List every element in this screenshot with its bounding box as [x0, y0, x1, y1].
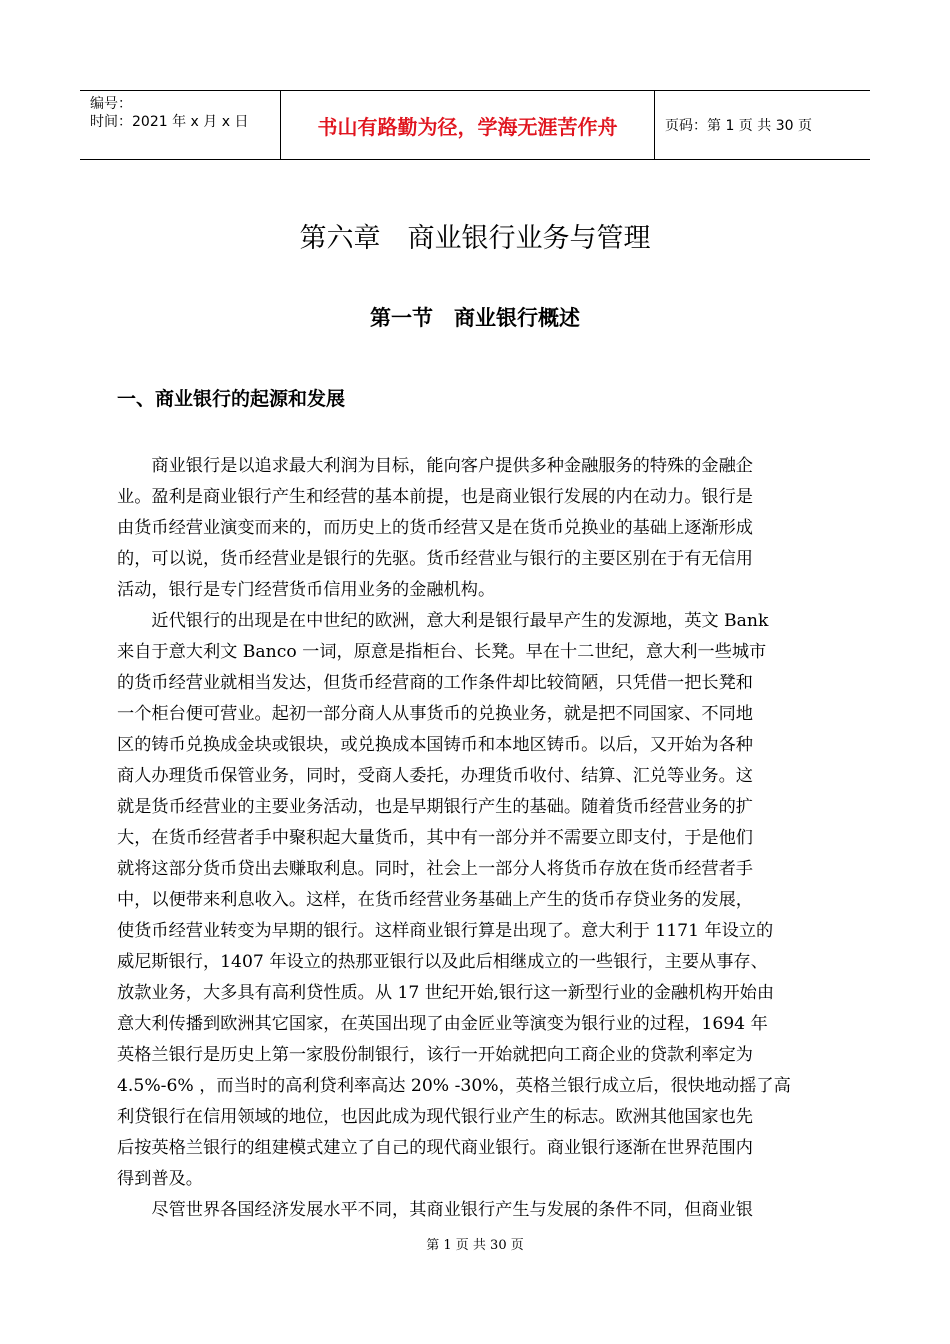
- page-footer: 第 1 页 共 30 页: [426, 1238, 524, 1253]
- document-time-label: 时间：2021 年 x 月 x 日: [90, 114, 249, 130]
- body-line: 商业银行是以追求最大利润为目标，能向客户提供多种金融服务的特殊的金融企: [117, 456, 753, 476]
- body-line: 业。盈利是商业银行产生和经营的基本前提，也是商业银行发展的内在动力。银行是: [117, 487, 753, 507]
- header-meta-cell: [80, 91, 281, 159]
- document-number-label: 编号：: [90, 96, 132, 112]
- body-line: 的，可以说，货币经营业是银行的先驱。货币经营业与银行的主要区别在于有无信用: [117, 549, 753, 569]
- header-motto: 书山有路勤为径，学海无涯苦作舟: [281, 91, 655, 159]
- section-title: 第一节 商业银行概述: [370, 306, 580, 330]
- body-line: 就是货币经营业的主要业务活动，也是早期银行产生的基础。随着货币经营业务的扩: [117, 797, 753, 817]
- body-line: 使货币经营业转变为早期的银行。这样商业银行算是出现了。意大利于 1171 年设立的: [117, 921, 774, 941]
- body-line: 英格兰银行是历史上第一家股份制银行，该行一开始就把向工商企业的贷款利率定为: [117, 1045, 753, 1065]
- chapter-title: 第六章 商业银行业务与管理: [299, 223, 651, 254]
- body-line: 区的铸币兑换成金块或银块，或兑换成本国铸币和本地区铸币。以后，又开始为各种: [117, 735, 753, 755]
- body-line: 就将这部分货币贷出去赚取利息。同时，社会上一部分人将货币存放在货币经营者手: [117, 859, 753, 879]
- body-line: 的货币经营业就相当发达，但货币经营商的工作条件却比较简陋，只凭借一把长凳和: [117, 673, 753, 693]
- body-line: 利贷银行在信用领域的地位，也因此成为现代银行业产生的标志。欧洲其他国家也先: [117, 1107, 753, 1127]
- body-line: 活动，银行是专门经营货币信用业务的金融机构。: [117, 580, 496, 600]
- body-line: 4.5%-6% ，而当时的高利贷利率高达 20% -30%，英格兰银行成立后，很快地动摇了高: [117, 1076, 791, 1096]
- header-page-info: 页码：第 1 页 共 30 页: [665, 118, 812, 134]
- body-line: 商人办理货币保管业务，同时，受商人委托，办理货币收付、结算、汇兑等业务。这: [117, 766, 753, 786]
- body-line: 得到普及。: [117, 1169, 203, 1189]
- body-line: 中，以便带来利息收入。这样，在货币经营业务基础上产生的货币存贷业务的发展，: [117, 890, 753, 910]
- body-line: 来自于意大利文 Banco 一词，原意是指柜台、长凳。早在十二世纪，意大利一些城市: [117, 642, 767, 662]
- header-table: [80, 90, 870, 160]
- body-line: 一个柜台便可营业。起初一部分商人从事货币的兑换业务，就是把不同国家、不同地: [117, 704, 753, 724]
- body-line: 由货币经营业演变而来的，而历史上的货币经营又是在货币兑换业的基础上逐渐形成: [117, 518, 753, 538]
- body-line: 大，在货币经营者手中聚积起大量货币，其中有一部分并不需要立即支付，于是他们: [117, 828, 753, 848]
- body-line: 后按英格兰银行的组建模式建立了自己的现代商业银行。商业银行逐渐在世界范围内: [117, 1138, 753, 1158]
- body-line: 放款业务，大多具有高利贷性质。从 17 世纪开始,银行这一新型行业的金融机构开始由: [117, 983, 775, 1003]
- body-line: 近代银行的出现是在中世纪的欧洲，意大利是银行最早产生的发源地，英文 Bank: [117, 611, 769, 631]
- body-line: 意大利传播到欧洲其它国家，在英国出现了由金匠业等演变为银行业的过程，1694 年: [117, 1014, 768, 1034]
- body-line: 威尼斯银行，1407 年设立的热那亚银行以及此后相继成立的一些银行，主要从事存、: [117, 952, 768, 972]
- body-text: [117, 451, 839, 1226]
- body-line: 尽管世界各国经济发展水平不同，其商业银行产生与发展的条件不同，但商业银: [117, 1200, 753, 1220]
- subsection-title: 一、商业银行的起源和发展: [117, 388, 346, 410]
